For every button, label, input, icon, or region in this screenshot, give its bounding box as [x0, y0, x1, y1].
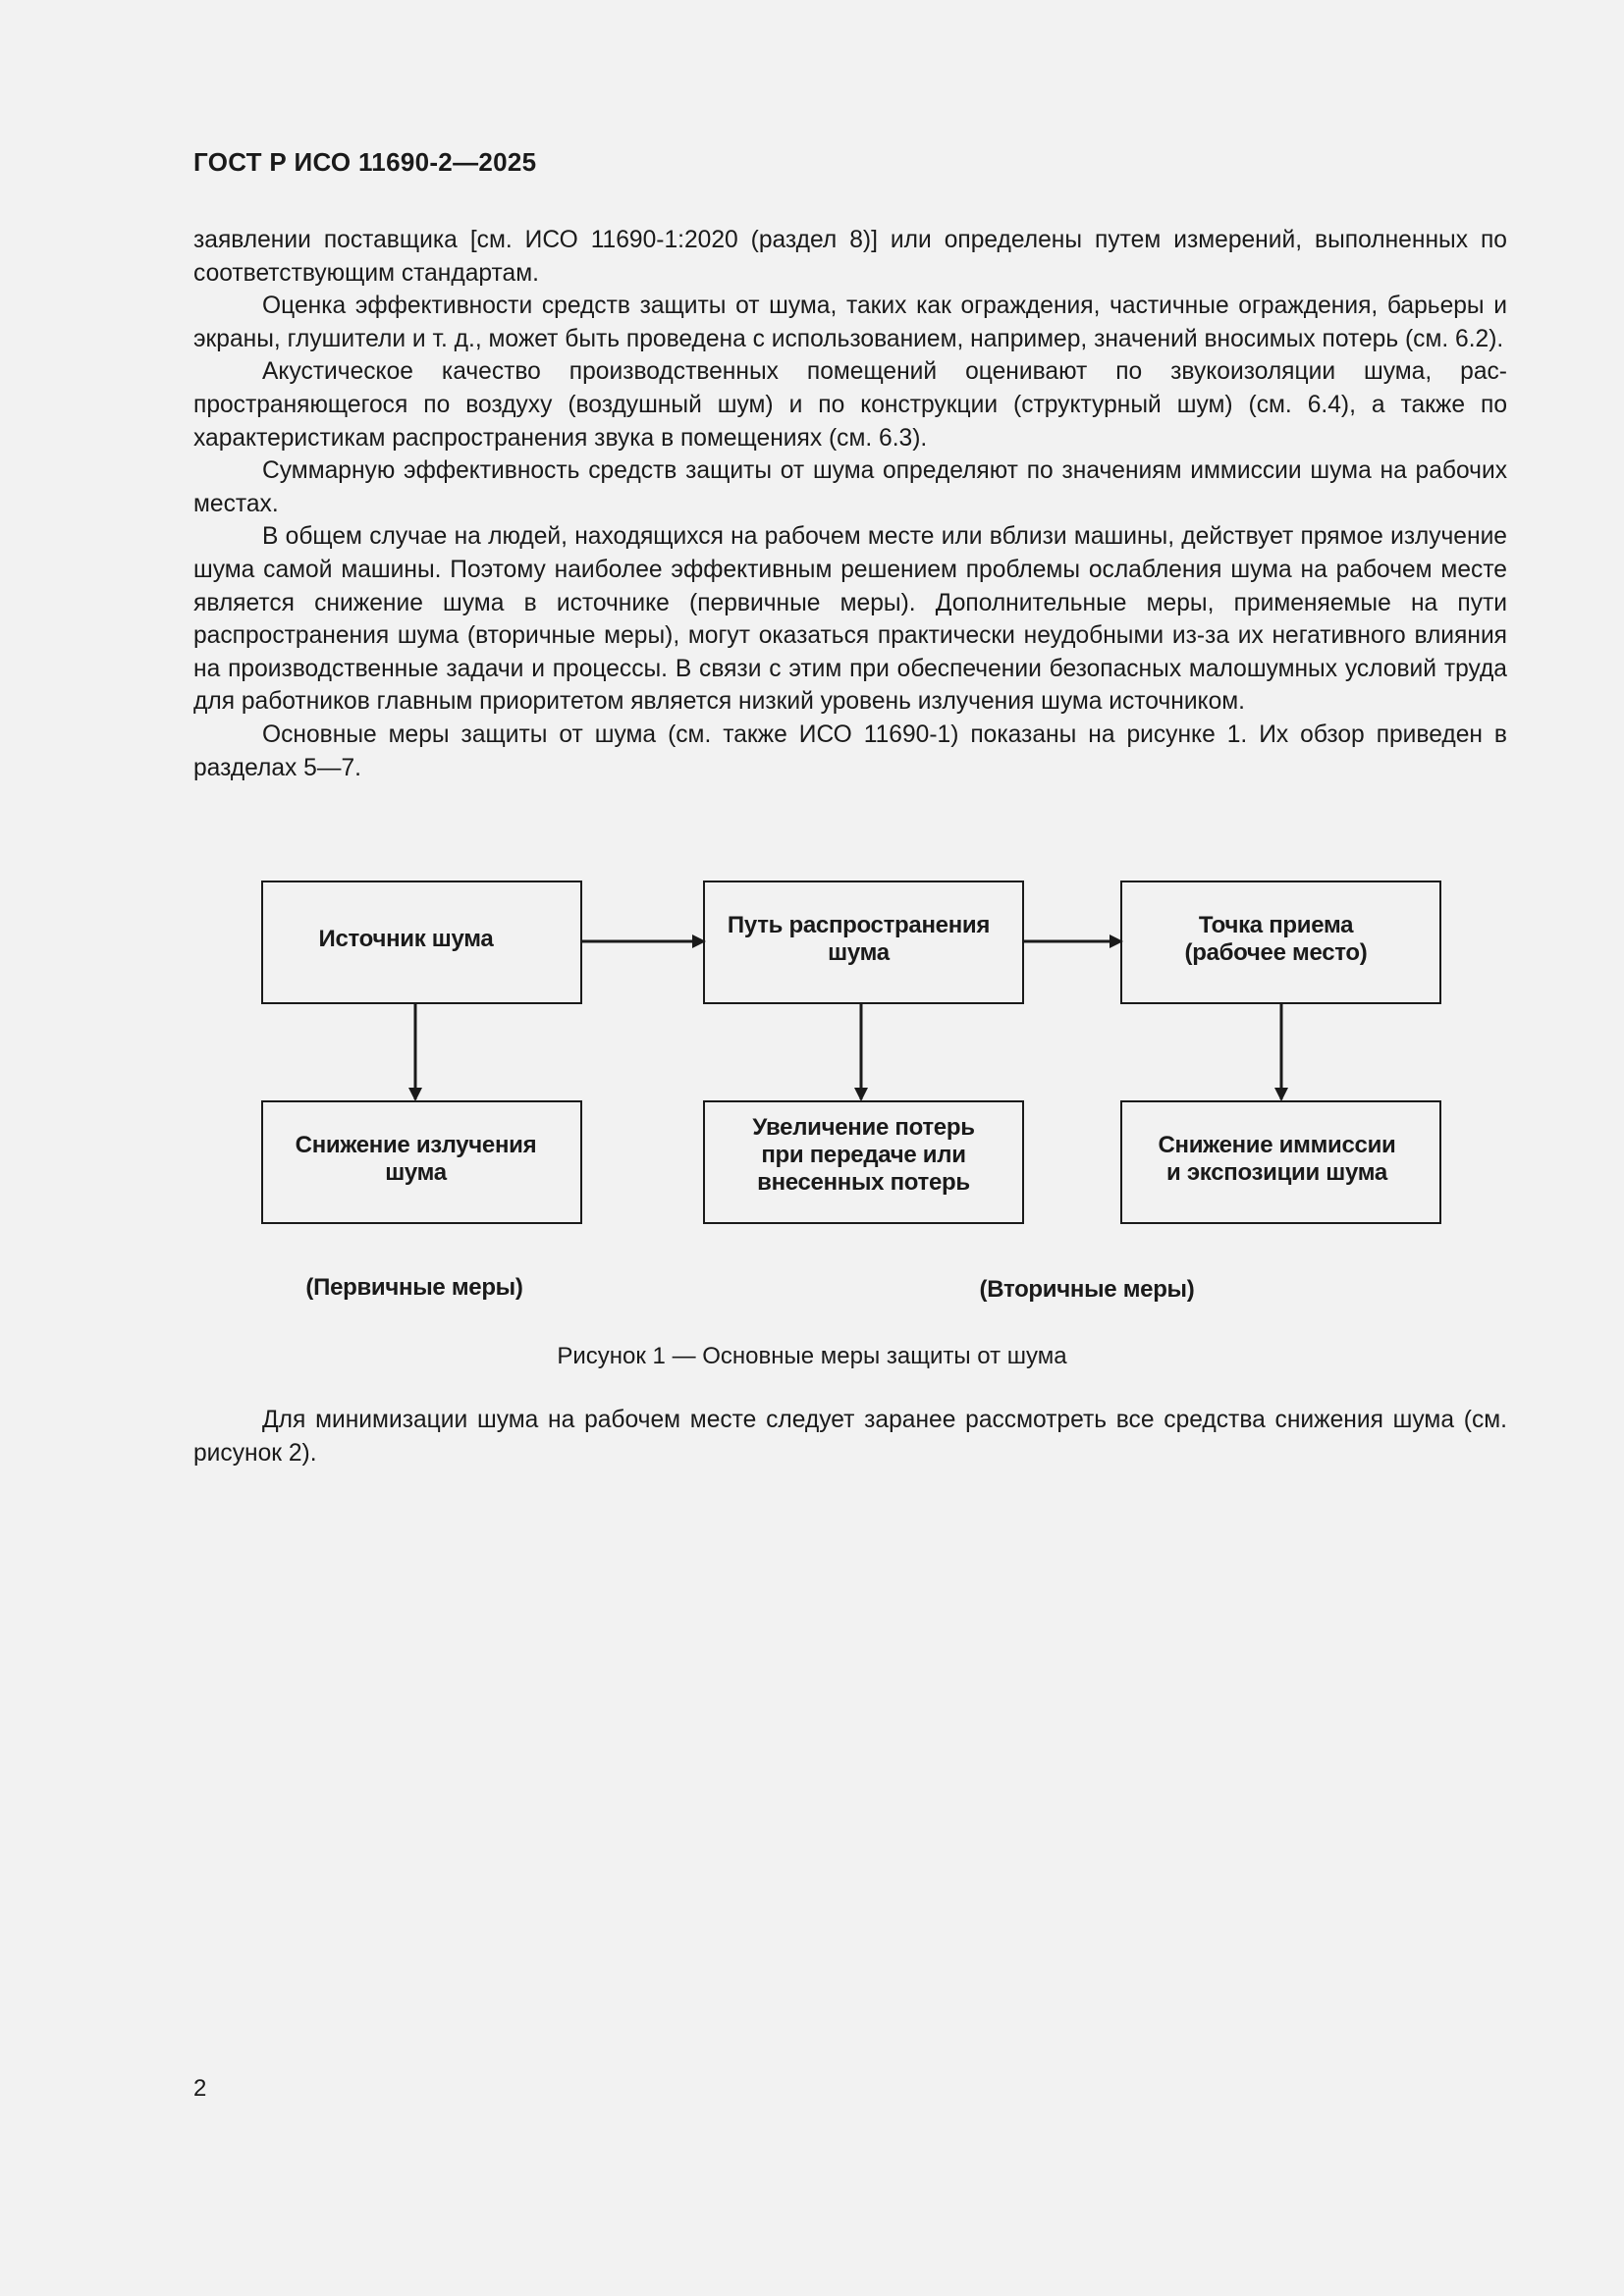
paragraph: Основные меры защиты от шума (см. также ИСО 11690-1) показаны на рисунке 1. Их обзор приведен в разделах 5—7.	[193, 721, 1507, 781]
paragraph: Суммарную эффективность средств защиты от шума определяют по значениям иммиссии шума на рабочих местах.	[193, 457, 1507, 517]
box-noise-source: Источник шума	[261, 881, 582, 1004]
box-increase-losses: Увеличение потерь при передаче или внесенных потерь	[703, 1100, 1024, 1224]
document-header: ГОСТ Р ИСО 11690-2—2025	[193, 147, 537, 177]
box-receiver-point: Точка приема (рабочее место)	[1120, 881, 1441, 1004]
box-propagation-path: Путь распространения шума	[703, 881, 1024, 1004]
paragraph: Оценка эффективности средств защиты от шума, таких как ограждения, частичные ограждения, барьеры и экраны, глушители и т. д., может быть проведена с использованием, например, значений вносимых потерь (см. 6.2).	[193, 293, 1507, 352]
figure-caption: Рисунок 1 — Основные меры защиты от шума	[557, 1343, 1067, 1369]
page-number: 2	[193, 2075, 207, 2102]
after-figure-text	[193, 1404, 1507, 1469]
label-secondary-measures: (Вторичные меры)	[979, 1276, 1195, 1303]
paragraph: В общем случае на людей, находящихся на рабочем месте или вблизи машины, действует прямое излучение шума самой машины. Поэтому наиболее эффективным решением проблемы ослабления шума на рабочем месте является снижение шума в источнике (первичные меры). Дополнительные меры, применяемые на пути распространения шума (вторичные меры), могут оказаться практически неудобными из-за их негативного влияния на производственные задачи и процессы. В связи с этим при обеспечении безопасных малошумных условий труда для работников главным приоритетом является низкий уровень излучения шума источником.	[193, 523, 1507, 716]
paragraph-continuation: заявлении поставщика [см. ИСО 11690-1:2020 (раздел 8)] или определены путем измерений, выполненных по соответствующим стандартам.	[193, 227, 1507, 287]
label-primary-measures: (Первичные меры)	[305, 1274, 523, 1301]
body-text	[193, 224, 1507, 784]
box-reduce-immission: Снижение иммиссии и экспозиции шума	[1120, 1100, 1441, 1224]
paragraph: Акустическое качество производственных помещений оценивают по звукоизоляции шума, распространяющегося по воздуху (воздушный шум) и по конструкции (структурный шум) (см. 6.4), а также по характеристикам распространения звука в помещениях (см. 6.3).	[193, 358, 1507, 452]
box-reduce-emission: Снижение излучения шума	[261, 1100, 582, 1224]
paragraph: Для минимизации шума на рабочем месте следует заранее рассмотреть все средства снижения шума (см. рисунок 2).	[193, 1407, 1507, 1467]
